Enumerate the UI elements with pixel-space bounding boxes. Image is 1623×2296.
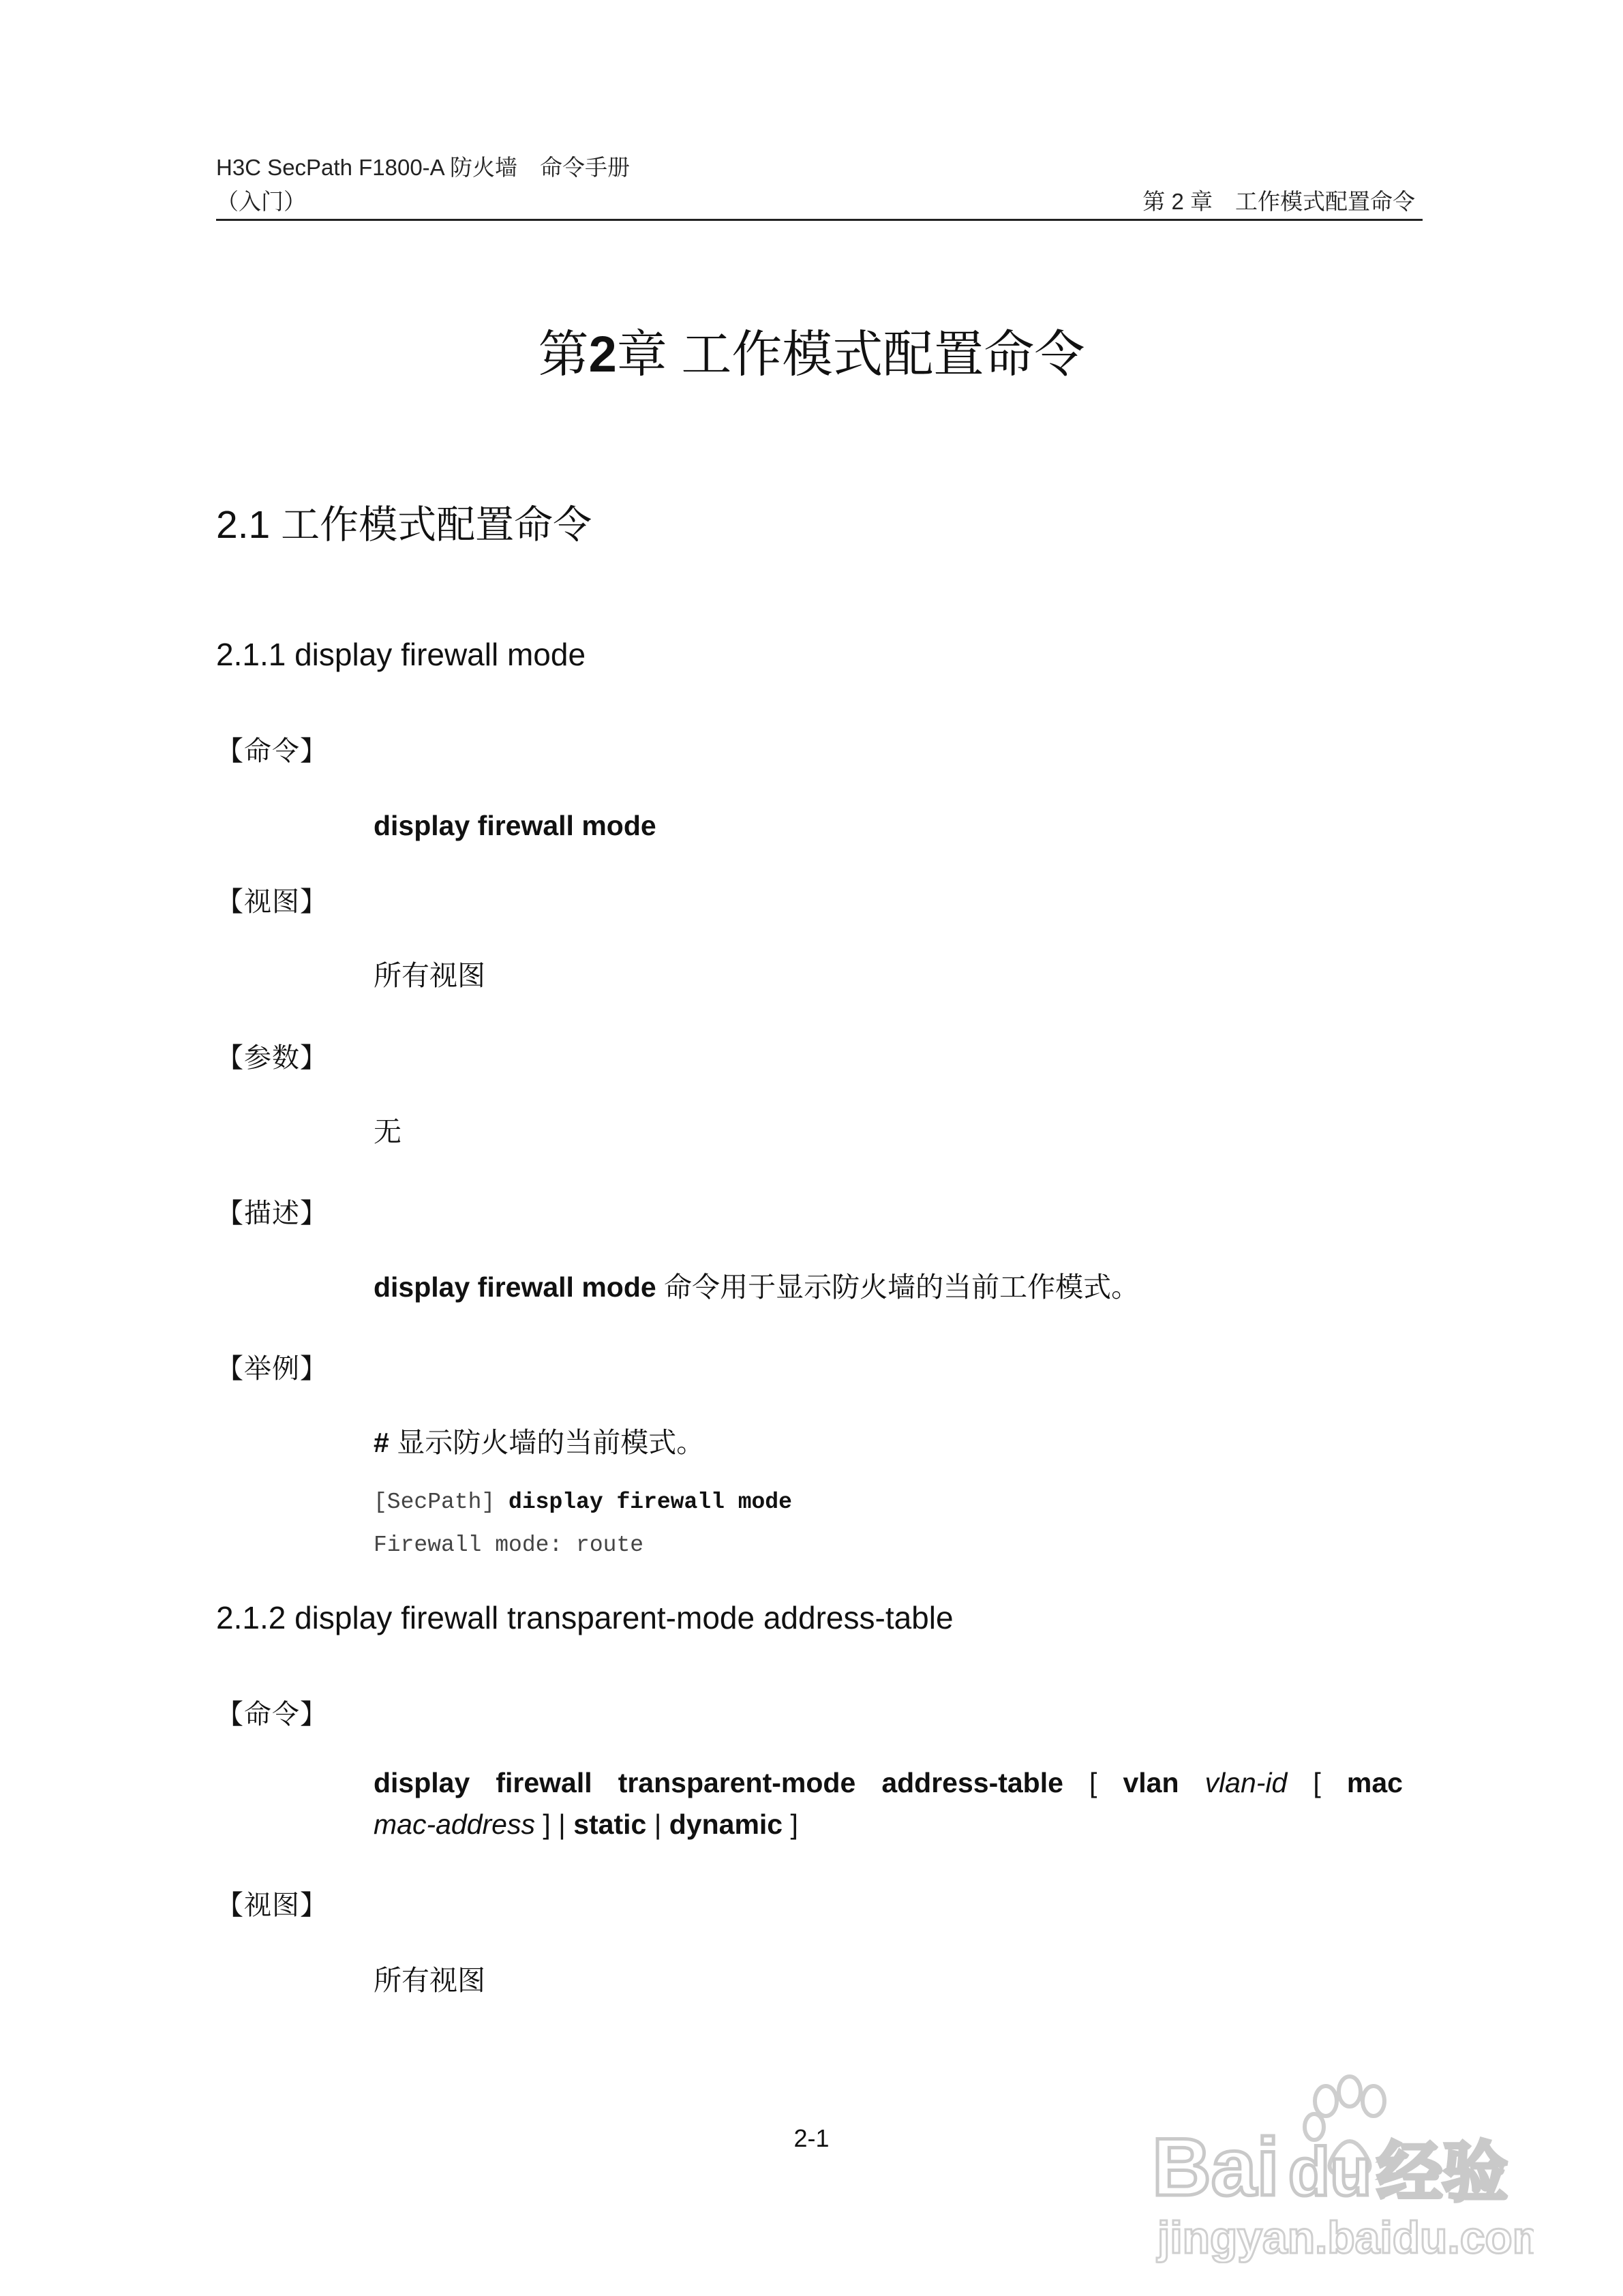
label-command: 【命令】 <box>216 736 328 766</box>
header-subtitle: （入门） <box>216 189 306 214</box>
paw-icon <box>1152 2059 1534 2263</box>
subsection-heading-2 <box>216 1597 954 1638</box>
example-hash: # <box>374 1427 389 1458</box>
chapter-prefix: 第 <box>538 326 589 382</box>
section-heading <box>216 501 592 549</box>
cmd-bracket: [ <box>1313 1767 1321 1798</box>
example-caption <box>374 1423 704 1462</box>
header-chapter-ref: 第 2 章 工作模式配置命令 <box>1142 189 1415 214</box>
command-syntax: display firewall mode <box>374 810 656 841</box>
svg-text:经验: 经验 <box>1377 2134 1508 2211</box>
svg-text:jingyan.baidu.com: jingyan.baidu.com <box>1157 2212 1534 2263</box>
description-text <box>374 1268 1139 1306</box>
cmd-token: dynamic <box>669 1809 783 1840</box>
subsection-heading-1 <box>216 634 586 675</box>
example-caption-text: 显示防火墙的当前模式。 <box>389 1427 705 1458</box>
label-example: 【举例】 <box>216 1354 328 1384</box>
header-product: H3C SecPath F1800-A 防火墙 命令手册 <box>216 155 631 180</box>
subsection-title: display firewall transparent-mode address-table <box>294 1600 954 1635</box>
code-prompt: [SecPath] <box>374 1490 509 1515</box>
subsection-number: 2.1.2 <box>216 1600 286 1635</box>
subsection-number: 2.1.1 <box>216 637 286 672</box>
baidu-watermark <box>1152 2059 1534 2263</box>
chapter-number: 2 <box>588 326 617 382</box>
cmd-argument: mac-address <box>374 1809 535 1840</box>
header-rule <box>216 219 1423 221</box>
code-line-command <box>374 1487 792 1518</box>
view-text: 所有视图 <box>374 960 485 991</box>
description-body: 命令用于显示防火墙的当前工作模式。 <box>656 1271 1140 1303</box>
cmd-token: vlan <box>1123 1767 1179 1798</box>
command-syntax-line1 <box>374 1762 1403 1804</box>
svg-text:Bai: Bai <box>1152 2121 1279 2213</box>
section-number: 2.1 <box>216 503 271 547</box>
view-text: 所有视图 <box>374 1965 485 1996</box>
parameters-text: 无 <box>374 1116 401 1147</box>
subsection-title: display firewall mode <box>294 637 586 672</box>
cmd-separator: | <box>646 1809 669 1840</box>
cmd-bracket: ] <box>783 1809 798 1840</box>
cmd-bracket: [ <box>1089 1767 1097 1798</box>
description-command: display firewall mode <box>374 1271 656 1303</box>
chapter-title <box>0 320 1623 389</box>
cmd-token: transparent-mode <box>618 1767 856 1798</box>
command-syntax-line2 <box>374 1805 798 1843</box>
label-description: 【描述】 <box>216 1198 328 1228</box>
cmd-argument: vlan-id <box>1204 1767 1288 1798</box>
label-parameters: 【参数】 <box>216 1043 328 1073</box>
page-number: 2-1 <box>793 2124 830 2152</box>
cmd-token: firewall <box>496 1767 592 1798</box>
label-command: 【命令】 <box>216 1700 328 1729</box>
code-command: display firewall mode <box>509 1490 792 1515</box>
cmd-token: static <box>573 1809 647 1840</box>
cmd-token: display <box>374 1767 470 1798</box>
label-view: 【视图】 <box>216 1890 328 1920</box>
chapter-name: 章 工作模式配置命令 <box>616 326 1085 382</box>
cmd-token: address-table <box>881 1767 1063 1798</box>
section-title: 工作模式配置命令 <box>281 503 592 547</box>
cmd-separator: ] | <box>534 1809 574 1840</box>
code-line-output: Firewall mode: route <box>374 1532 644 1558</box>
cmd-token: mac <box>1346 1767 1403 1798</box>
svg-text:du: du <box>1288 2134 1372 2210</box>
label-view: 【视图】 <box>216 887 328 917</box>
